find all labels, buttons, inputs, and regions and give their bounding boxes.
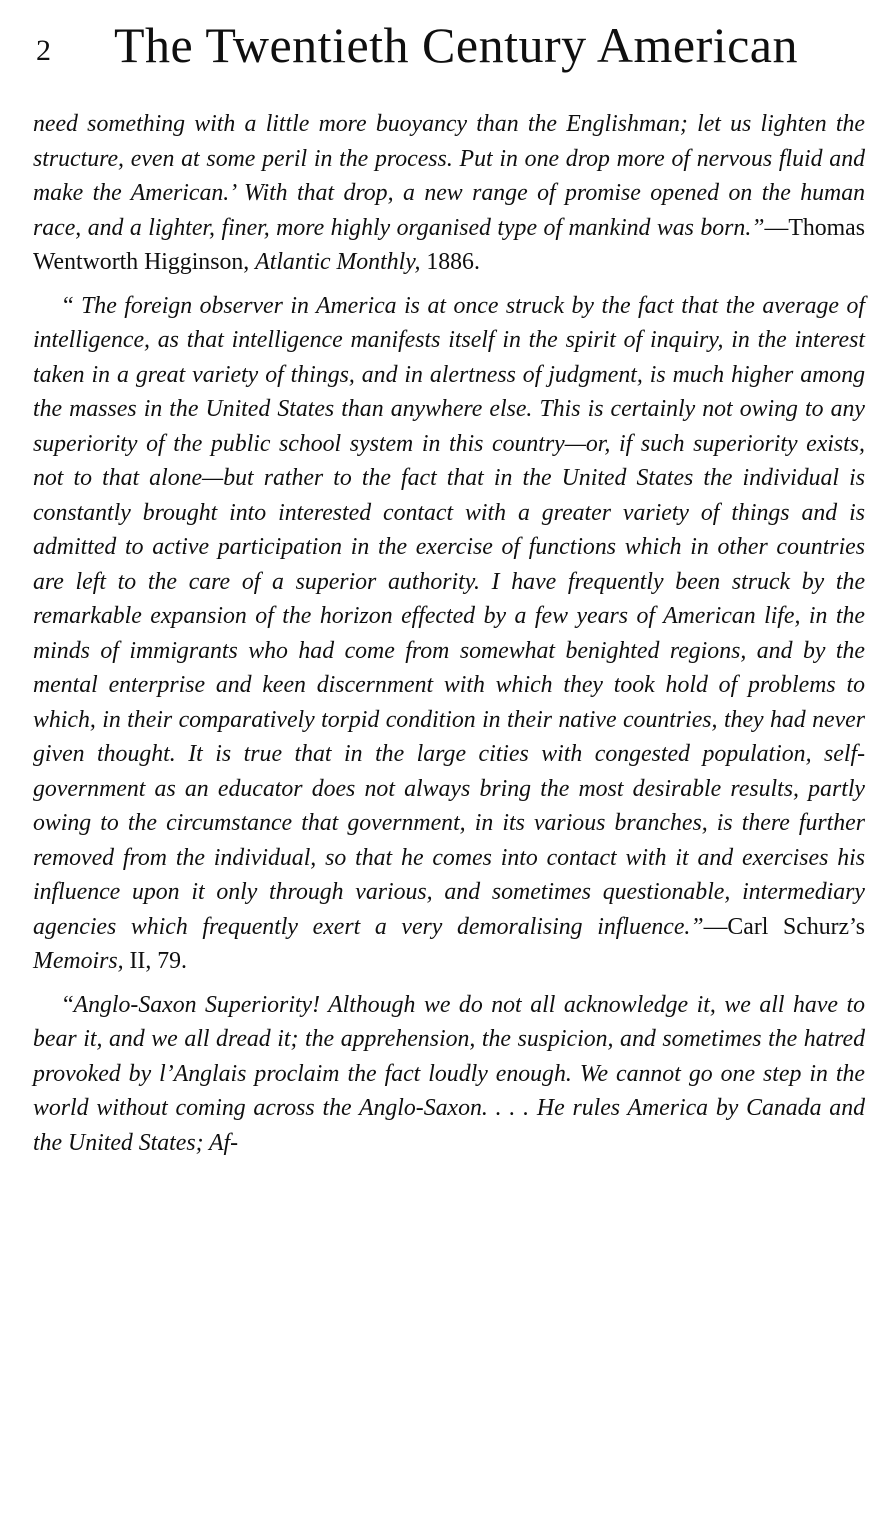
attribution: Carl Schurz’s bbox=[727, 913, 865, 940]
open-quote-mark: “ bbox=[63, 991, 74, 1018]
page-header bbox=[36, 12, 868, 82]
quote-text: need something with a little more buoyancy than the Englishman; let us lighten the structure, even at some peril in the process. Put in one drop more of nervous fluid and make the American.’ With that drop, a new range of promise opened on the human race, and a lighter, finer, more highly organised type of mankind was born.” bbox=[33, 111, 865, 241]
dash: — bbox=[703, 913, 728, 940]
quote-text: Anglo-Saxon Superiority! Although we do not all acknowledge it, we all have to bear it, and we all dread it; the apprehension, the suspicion, and sometimes the hatred provoked by l’Anglais proclaim the fact loudly enough. We cannot go one step in the world without coming across the Anglo-Saxon. . . . He rules America by Canada and the United States; Af- bbox=[33, 991, 865, 1156]
page-number: 2 bbox=[36, 34, 51, 67]
attribution: Thomas Wentworth Higginson, bbox=[33, 214, 865, 275]
open-quote-mark: “ bbox=[63, 292, 82, 319]
quote-paragraph-1 bbox=[33, 107, 865, 280]
source-title: Memoirs, bbox=[33, 948, 124, 974]
page-body bbox=[33, 107, 865, 1160]
dash: — bbox=[764, 214, 789, 241]
quote-paragraph-3 bbox=[33, 988, 865, 1161]
source-details: 1886. bbox=[420, 249, 480, 275]
source-details: II, 79. bbox=[123, 948, 188, 974]
source-title: Atlantic Monthly, bbox=[255, 249, 421, 275]
quote-text: The foreign observer in America is at once struck by the fact that the average of intelligence, as that intelligence manifests itself in the spirit of inquiry, in the interest taken in a great variety of things, and in alertness of judgment, is much higher among the masses in the United States than anywhere else. This is certainly not owing to any superiority of the public school system in this country—or, if such superiority exists, not to that alone—but rather to the fact that in the United States the individual is constantly brought into interested contact with a greater variety of things and is admitted to active participation in the exercise of functions which in other countries are left to the care of a superior authority. I have frequently been struck by the remarkable expansion of the horizon effected by a few years of American life, in the minds of immigrants who had come from somewhat benighted regions, and by the mental enterprise and keen discernment with which they took hold of problems to which, in their comparatively torpid condition in their native countries, they had never given thought. It is true that in the large cities with congested population, self-government as an educator does not always bring the most desirable results, partly owing to the circumstance that government, in its various branches, is there further removed from the individual, so that he comes into contact with it and exercises his influence upon it only through various, and sometimes questionable, intermediary agencies which frequently exert a very demoralising influence.” bbox=[33, 292, 865, 940]
quote-paragraph-2 bbox=[33, 289, 865, 979]
running-title: The Twentieth Century American bbox=[114, 17, 798, 73]
